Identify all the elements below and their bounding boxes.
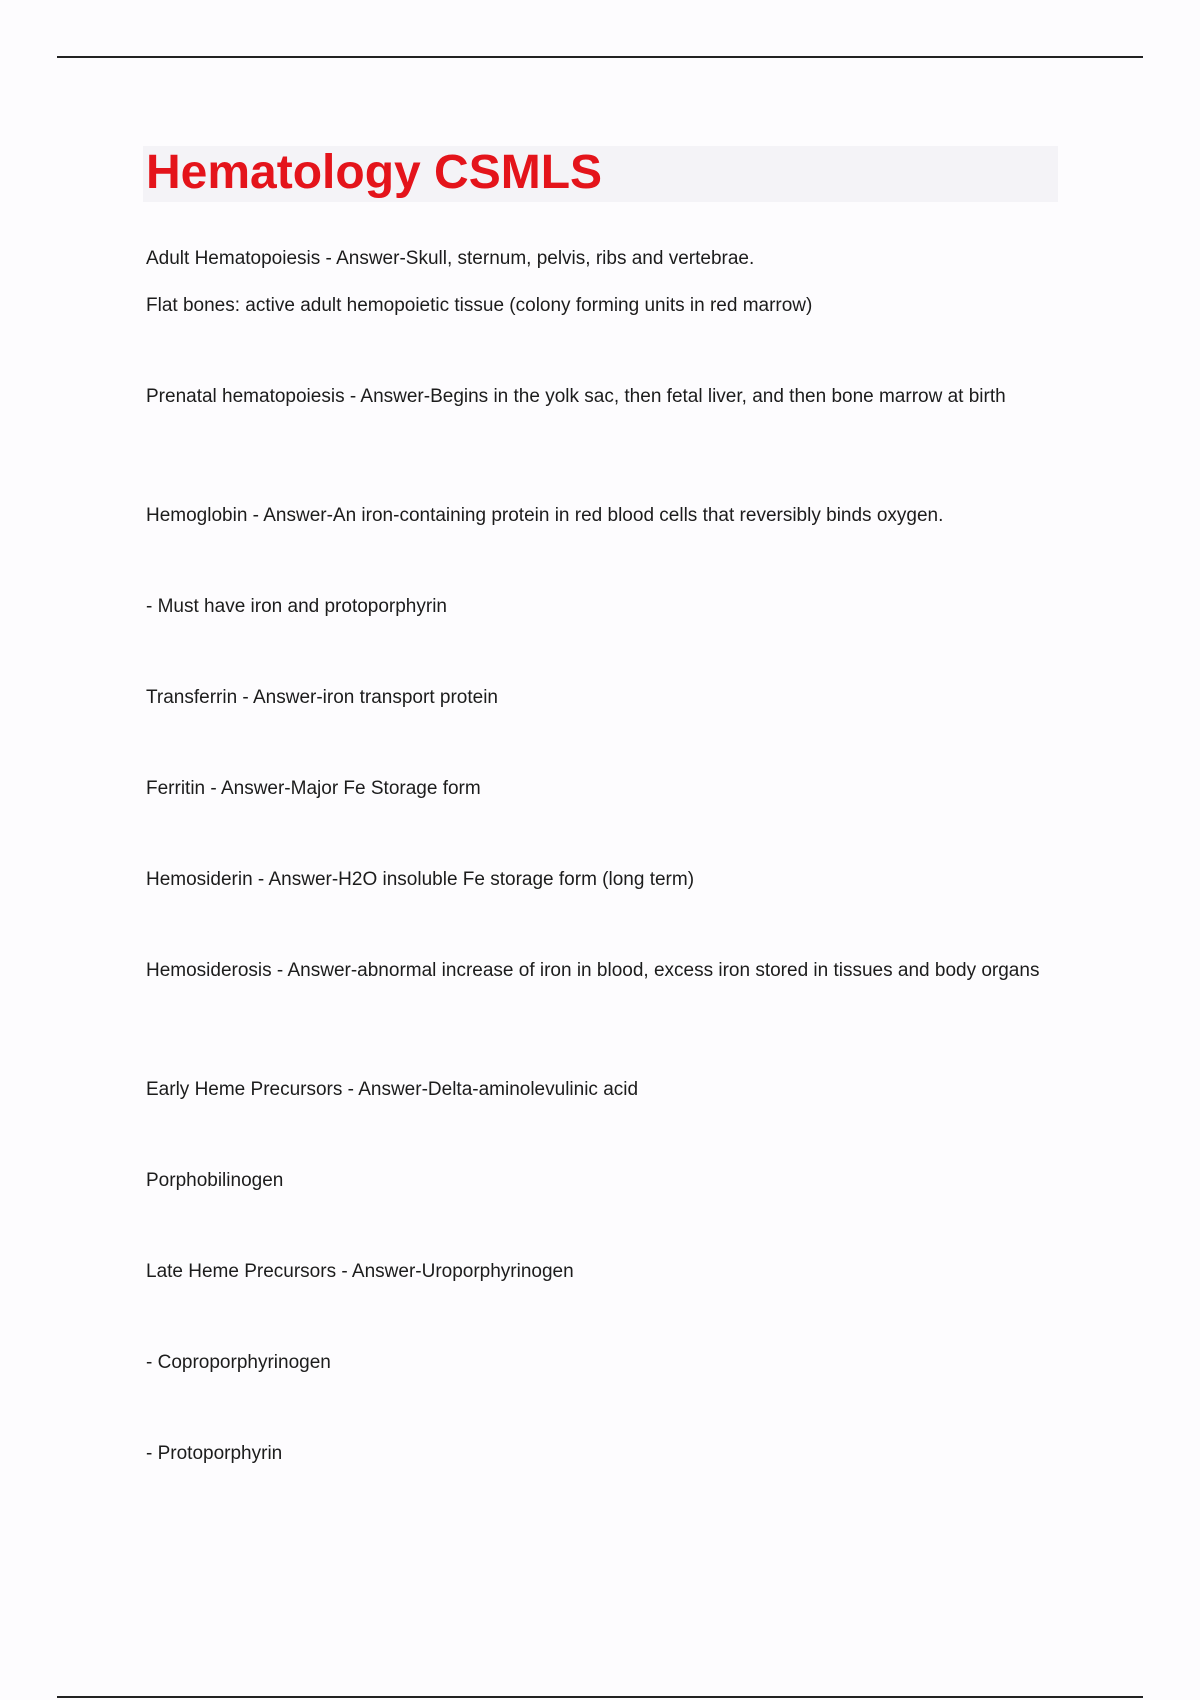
qa-hemoglobin-note: - Must have iron and protoporphyrin bbox=[146, 596, 447, 617]
footer-rule bbox=[57, 1696, 1143, 1698]
qa-ferritin: Ferritin - Answer-Major Fe Storage form bbox=[146, 778, 481, 799]
qa-early-heme-precursors: Early Heme Precursors - Answer-Delta-aminolevulinic acid bbox=[146, 1079, 639, 1100]
qa-hemoglobin: Hemoglobin - Answer-An iron-containing protein in red blood cells that reversibly binds oxygen. bbox=[146, 505, 944, 526]
qa-porphobilinogen: Porphobilinogen bbox=[146, 1170, 284, 1191]
qa-adult-hematopoiesis: Adult Hematopoiesis - Answer-Skull, sternum, pelvis, ribs and vertebrae. bbox=[146, 248, 755, 269]
qa-hemosiderin: Hemosiderin - Answer-H2O insoluble Fe storage form (long term) bbox=[146, 869, 695, 890]
qa-hemosiderosis: Hemosiderosis - Answer-abnormal increase of iron in blood, excess iron stored in tissues and body organs bbox=[146, 960, 1040, 981]
qa-transferrin: Transferrin - Answer-iron transport protein bbox=[146, 687, 498, 708]
qa-flat-bones: Flat bones: active adult hemopoietic tissue (colony forming units in red marrow) bbox=[146, 295, 813, 316]
header-rule bbox=[57, 56, 1143, 58]
qa-coproporphyrinogen: - Coproporphyrinogen bbox=[146, 1352, 331, 1373]
qa-prenatal-hematopoiesis: Prenatal hematopoiesis - Answer-Begins in the yolk sac, then fetal liver, and then bone marrow at birth bbox=[146, 386, 1006, 407]
qa-protoporphyrin: - Protoporphyrin bbox=[146, 1443, 283, 1464]
qa-late-heme-precursors: Late Heme Precursors - Answer-Uroporphyrinogen bbox=[146, 1261, 574, 1282]
document-title: Hematology CSMLS bbox=[146, 146, 603, 199]
